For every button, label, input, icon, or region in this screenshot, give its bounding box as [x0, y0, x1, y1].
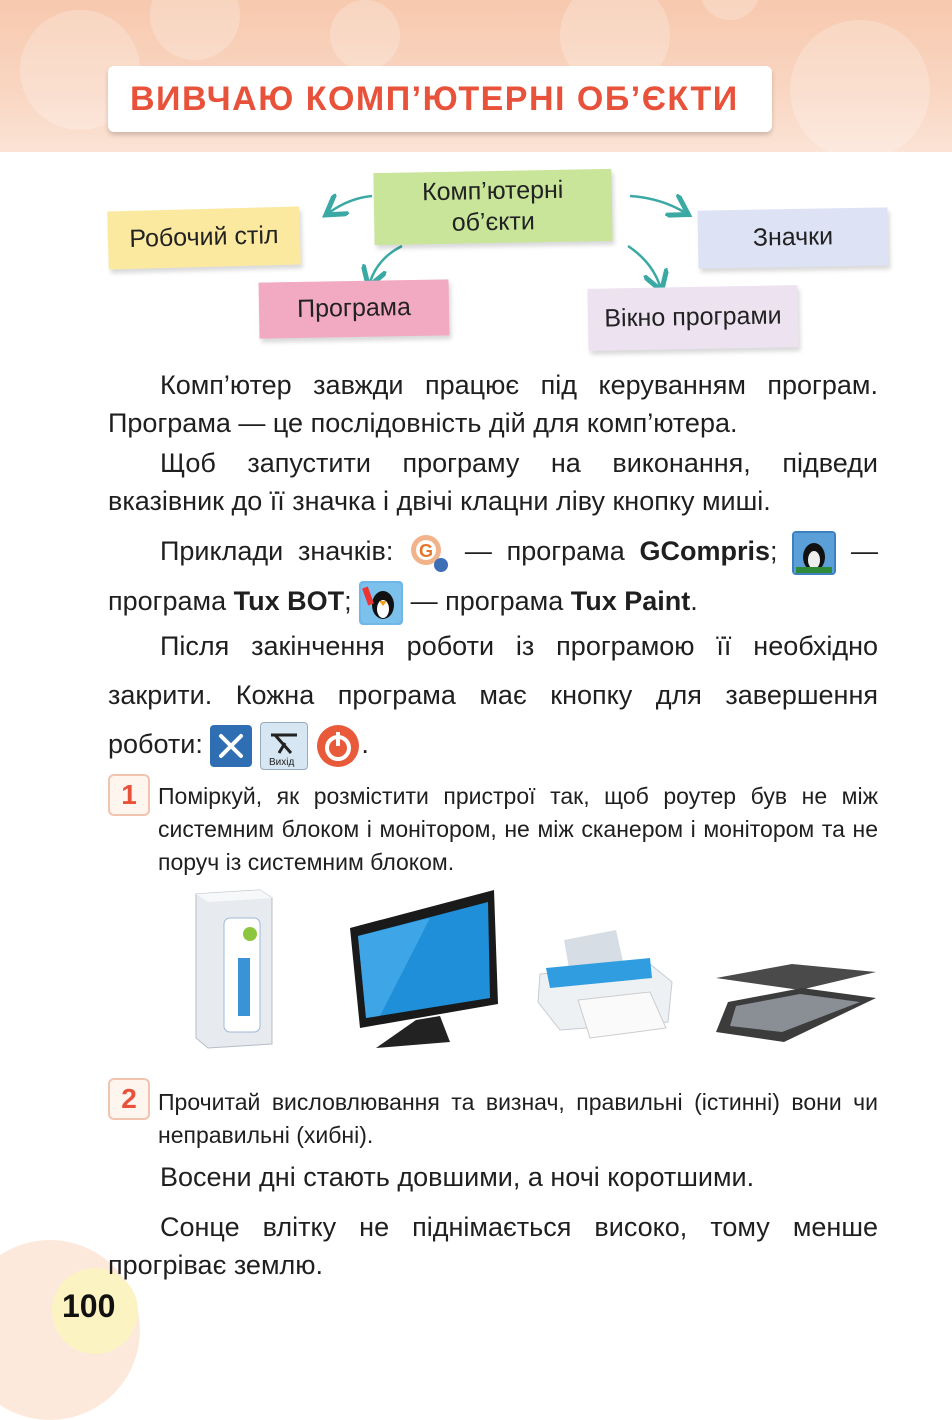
note-desktop	[107, 206, 300, 269]
note-label: Вікно програми	[604, 301, 782, 333]
arrow-to-window	[628, 246, 660, 286]
program-name-tuxpaint: Tux Paint	[570, 586, 691, 616]
tux-paint-icon	[359, 581, 403, 625]
text-run: — програма	[450, 536, 640, 566]
paragraph-3	[108, 526, 878, 626]
scanner-icon	[716, 964, 876, 1042]
note-label: Програма	[296, 293, 412, 324]
tux-bot-icon	[792, 531, 836, 575]
page-number: 100	[62, 1288, 116, 1324]
arrow-to-desktop	[330, 196, 372, 212]
program-name-gcompris: GCompris	[639, 536, 770, 566]
paragraph-4	[108, 622, 878, 770]
text-run: ;	[344, 586, 360, 616]
gcompris-icon	[408, 532, 450, 574]
task-number-2: 2	[108, 1078, 150, 1120]
arrow-to-icons	[630, 196, 684, 212]
task-1-text: Поміркуй, як розмістити пристрої так, щоб роутер був не між системним блоком і монітором, не між сканером і монітором та не поруч із системним блоком.	[158, 783, 878, 875]
paragraph-2	[108, 444, 878, 520]
paragraph-text: Комп’ютер завжди працює під керуванням програм. Програма — це послідовність дій для комп’ютера.	[108, 370, 878, 438]
text-run: — програма	[403, 586, 571, 616]
task-2-text: Прочитай висловлювання та визнач, правильні (істинні) вони чи неправильні (хибні).	[158, 1089, 878, 1148]
note-label: Комп’ютерні об’єкти	[421, 175, 564, 237]
arrow-to-program	[370, 246, 402, 282]
power-icon	[315, 723, 361, 769]
note-program	[259, 279, 450, 338]
text-run: .	[361, 729, 369, 759]
statement-text: Восени дні стають довшими, а ночі коротшими.	[160, 1162, 755, 1192]
note-computer-objects	[373, 169, 612, 245]
text-run: Після закінчення роботи із програмою її необхідно закрити. Кожна програма має кнопку для завершення роботи:	[108, 631, 878, 759]
note-program-window	[587, 285, 798, 351]
note-label: Значки	[752, 222, 834, 253]
text-run: ;	[770, 536, 793, 566]
system-unit-icon	[196, 890, 272, 1048]
exit-icon	[260, 722, 308, 770]
close-x-icon	[210, 725, 252, 767]
statement-1	[108, 1158, 878, 1196]
note-label: Робочий стіл	[129, 221, 279, 254]
statement-2	[108, 1208, 878, 1284]
statement-text: Сонце влітку не піднімається високо, тому менше прогріває землю.	[108, 1212, 878, 1280]
svg-text:G: G	[419, 540, 434, 561]
text-run: — програма	[108, 536, 878, 616]
text-run: Приклади значків:	[160, 536, 409, 566]
devices-illustration	[180, 882, 890, 1054]
text-run: .	[690, 586, 698, 616]
task-number-1: 1	[108, 774, 150, 816]
paragraph-text: Щоб запустити програму на виконання, підведи вказівник до її значка і двічі клацни ліву кнопку миші.	[108, 448, 878, 516]
page-title: ВИВЧАЮ КОМП’ЮТЕРНІ ОБ’ЄКТИ	[130, 80, 739, 118]
paragraph-1	[108, 366, 878, 442]
exit-label: Вихід	[268, 756, 295, 768]
program-name-tuxbot: Tux BOT	[233, 586, 345, 616]
monitor-icon	[350, 890, 498, 1048]
note-icons	[698, 207, 889, 268]
printer-icon	[538, 930, 672, 1038]
